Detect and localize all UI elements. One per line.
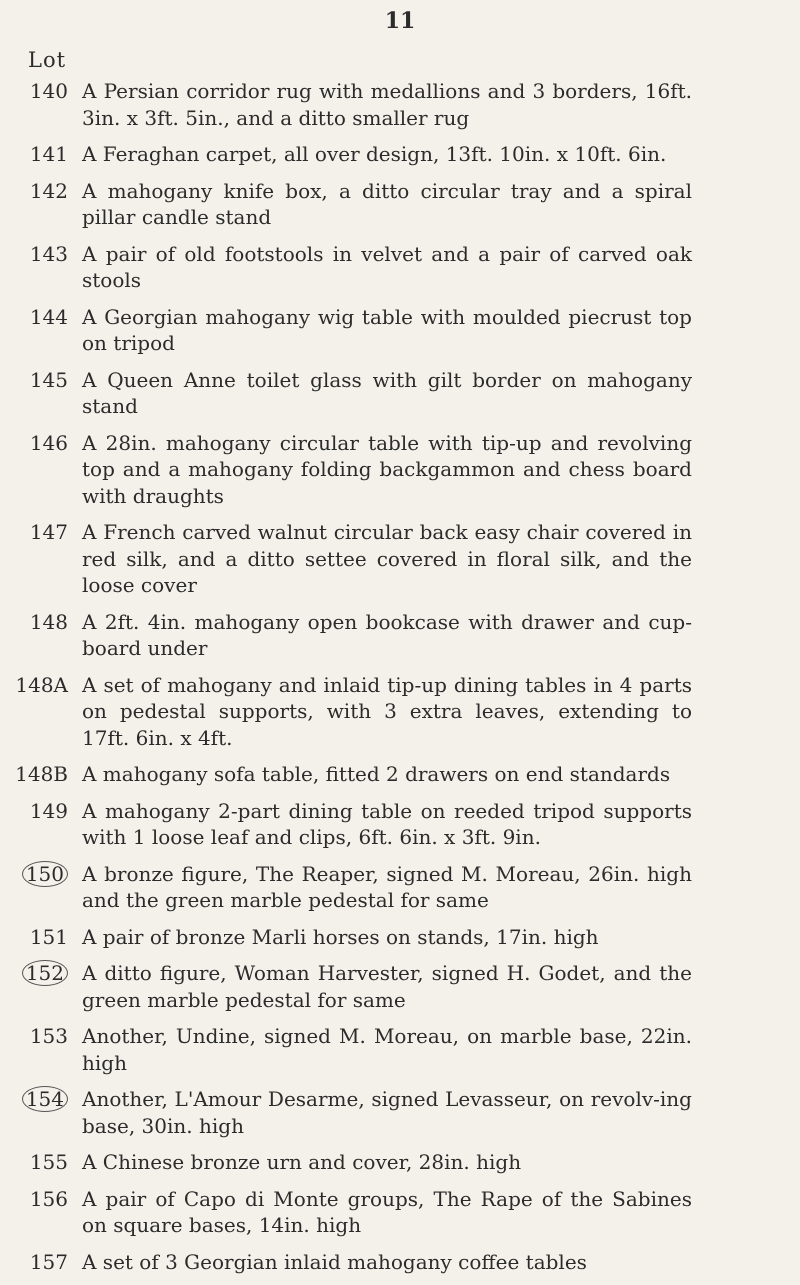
- lot-number: [0, 304, 82, 357]
- lot-item: [0, 609, 800, 662]
- lot-item: [0, 1186, 800, 1239]
- lot-number: [0, 960, 82, 1013]
- lot-number: [0, 798, 82, 851]
- lot-number: [0, 761, 82, 788]
- lot-description: A pair of old footstools in velvet and a pair of carved oak stools: [82, 241, 692, 292]
- lot-number: [0, 1186, 82, 1239]
- lot-description: A 2ft. 4in. mahogany open bookcase with drawer and cup-board under: [82, 609, 692, 660]
- lot-description: Another, L'Amour Desarme, signed Levasseur, on revolv-ing base, 30in. high: [82, 1087, 692, 1138]
- lot-description: A Queen Anne toilet glass with gilt border on mahogany stand: [82, 367, 692, 418]
- lot-number-text: 155: [29, 1150, 68, 1174]
- lot-number-text: 143: [29, 241, 68, 266]
- lot-list: [0, 78, 800, 1285]
- lot-number: [0, 672, 82, 752]
- lot-number: [0, 924, 82, 951]
- lot-description: A pair of bronze Marli horses on stands, 17in. high: [82, 924, 599, 949]
- lot-number: [0, 367, 82, 420]
- lot-item: [0, 304, 800, 357]
- lot-number: [0, 178, 82, 231]
- lot-number: [0, 141, 82, 168]
- lot-number: [0, 430, 82, 510]
- lot-number: [0, 1023, 82, 1076]
- lot-number-text: 145: [29, 367, 68, 392]
- lot-description: A bronze figure, The Reaper, signed M. Moreau, 26in. high and the green marble pedestal for same: [82, 861, 692, 912]
- lot-description: A 28in. mahogany circular table with tip-up and revolving top and a mahogany folding backgammon and chess board with draughts: [82, 430, 692, 508]
- lot-number-text: 140: [29, 79, 68, 103]
- lot-description: A mahogany 2-part dining table on reeded tripod supports with 1 loose leaf and clips, 6ft. 6in. x 3ft. 9in.: [82, 798, 692, 849]
- lot-item: [0, 761, 800, 788]
- lot-number-text: 148B: [15, 762, 68, 786]
- lot-number-text: 151: [29, 924, 68, 949]
- lot-number-text: 154: [22, 1086, 68, 1112]
- lot-number-text: 148A: [15, 672, 68, 697]
- lot-description: A pair of Capo di Monte groups, The Rape of the Sabines on square bases, 14in. high: [82, 1186, 692, 1237]
- lot-description: A Persian corridor rug with medallions and 3 borders, 16ft. 3in. x 3ft. 5in., and a ditto smaller rug: [82, 79, 692, 130]
- lot-number-text: 141: [29, 142, 68, 166]
- lot-description: A Georgian mahogany wig table with moulded piecrust top on tripod: [82, 304, 692, 355]
- lot-description: A set of 3 Georgian inlaid mahogany coffee tables: [82, 1249, 587, 1274]
- lot-number-text: 156: [29, 1186, 68, 1211]
- lot-description: A mahogany knife box, a ditto circular tray and a spiral pillar candle stand: [82, 178, 692, 229]
- lot-number-text: 153: [29, 1024, 68, 1048]
- lot-description: A Feraghan carpet, all over design, 13ft. 10in. x 10ft. 6in.: [82, 142, 667, 166]
- lot-number-text: 152: [22, 960, 68, 986]
- lot-number-text: 146: [29, 430, 68, 455]
- lot-description: A ditto figure, Woman Harvester, signed H. Godet, and the green marble pedestal for same: [82, 961, 692, 1012]
- lot-item: [0, 367, 800, 420]
- lot-item: [0, 924, 800, 951]
- lot-item: [0, 178, 800, 231]
- lot-number-text: 149: [29, 798, 68, 823]
- lot-number: [0, 609, 82, 662]
- lot-item: [0, 430, 800, 510]
- lot-item: [0, 1086, 800, 1139]
- lot-number-text: 157: [29, 1249, 68, 1274]
- lot-item: [0, 1149, 800, 1176]
- lot-description: A set of mahogany and inlaid tip-up dining tables in 4 parts on pedestal supports, with 3 extra leaves, extending to 17ft. 6in. x 4ft.: [82, 672, 692, 750]
- lot-number: [0, 519, 82, 599]
- lot-description: Another, Undine, signed M. Moreau, on marble base, 22in. high: [82, 1024, 692, 1075]
- lot-number: [0, 1086, 82, 1139]
- lot-item: [0, 672, 800, 752]
- lot-number-text: 147: [29, 520, 68, 544]
- page-number: 11: [384, 8, 416, 34]
- lot-item: [0, 141, 800, 168]
- lot-number-text: 148: [29, 609, 68, 634]
- lot-description: A Chinese bronze urn and cover, 28in. high: [82, 1150, 522, 1174]
- lot-number: [0, 861, 82, 914]
- lot-item: [0, 960, 800, 1013]
- lot-number: [0, 241, 82, 294]
- lot-number: [0, 78, 82, 131]
- lot-description: A French carved walnut circular back easy chair covered in red silk, and a ditto settee covered in floral silk, and the loose cover: [82, 520, 692, 597]
- lot-number: [0, 1249, 82, 1276]
- lot-item: [0, 1249, 800, 1276]
- lot-item: [0, 861, 800, 914]
- lot-item: [0, 241, 800, 294]
- lot-item: [0, 78, 800, 131]
- lot-number-text: 142: [29, 178, 68, 203]
- lot-description: A mahogany sofa table, fitted 2 drawers on end standards: [82, 762, 671, 786]
- lot-item: [0, 519, 800, 599]
- lot-number-text: 150: [22, 861, 68, 887]
- lot-item: [0, 798, 800, 851]
- lot-number-text: 144: [29, 304, 68, 329]
- lot-column-header: Lot: [28, 48, 67, 72]
- lot-number: [0, 1149, 82, 1176]
- lot-item: [0, 1023, 800, 1076]
